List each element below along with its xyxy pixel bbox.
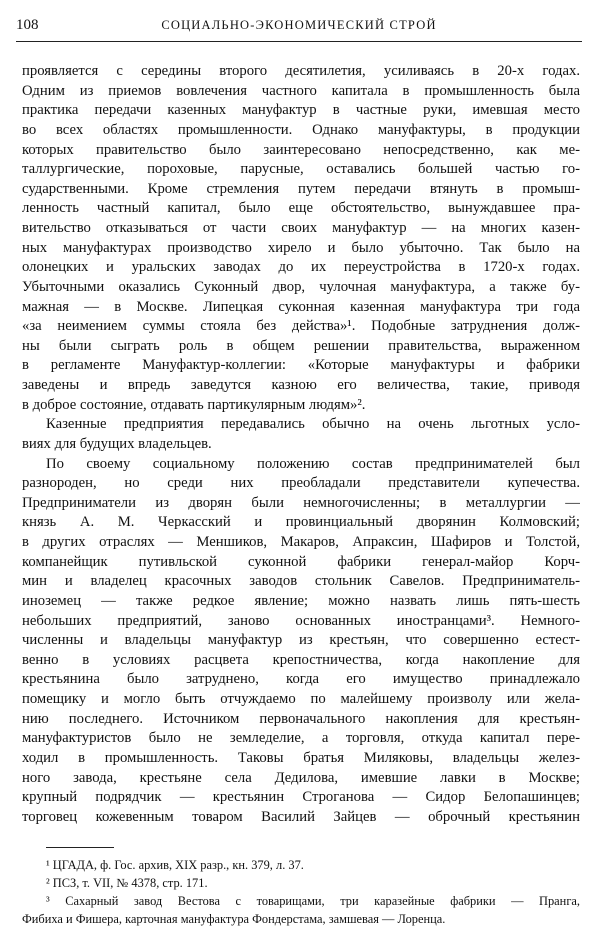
footnote-1: ¹ ЦГАДА, ф. Гос. архив, XIX разр., кн. 379, л. 37.: [46, 858, 304, 872]
text-line: в регламенте Мануфактур-коллегии: «Которые мануфактуры и фабрики: [22, 357, 580, 374]
text-line: вительство отказываться от части своих мануфактур — на многих казен-: [22, 220, 580, 236]
text-line: численны и владельцы мануфактур из крестьян, что совершенно естест-: [22, 632, 580, 649]
text-line: «за неимением суммы стояла без действа»¹. Подобные затруднения долж-: [22, 318, 580, 335]
text-line: торговец кожевенным товаром Василий Зайцев — оброчный крестьянин: [22, 808, 580, 825]
text-line: венно в условиях расцвета крепостничества, когда накопление для: [22, 651, 580, 668]
text-line: Казенные предприятия передавались обычно на очень льготных усло-: [46, 416, 580, 433]
running-title: СОЦИАЛЬНО-ЭКОНОМИЧЕСКИЙ СТРОЙ: [161, 18, 437, 32]
text-line: небольших предприятий, заново основанных иностранцами³. Немного-: [22, 612, 580, 629]
text-line: во всех областях промышленности. Однако мануфактуры, в продукции: [22, 121, 580, 138]
footnotes: [22, 847, 580, 928]
body-text: [22, 62, 580, 827]
text-line: По своему социальному положению состав предпринимателей был: [46, 455, 580, 472]
footnote-rule: [46, 847, 114, 848]
text-line: в доброе состояние, отдавать партикулярным людям»².: [22, 396, 366, 413]
text-line: мажная — в Москве. Липецкая суконная казенная мануфактура три года: [22, 298, 580, 315]
text-line: иноземец — также редкое явление; можно назвать лишь пять-шесть: [22, 592, 580, 609]
text-line: ны были сыграть роль в общем решении правительства, выраженном: [22, 337, 580, 354]
text-line: заведены и впредь заведутся казною его величества, такие, приводя: [22, 377, 580, 393]
text-line: Одним из приемов вовлечения частного капитала в промышленность была: [22, 82, 580, 99]
text-line: сударственными. Кроме стремления путем передачи втянуть в промыш-: [22, 180, 580, 197]
text-line: ходил в промышленность. Таковы братья Миляковы, владельцы желез-: [22, 749, 580, 766]
text-line: князь А. М. Черкасский и провинциальный дворянин Колмовский;: [22, 514, 580, 531]
text-line: проявляется с середины второго десятилетия, усиливаясь в 20-х годах.: [22, 63, 580, 79]
text-line: которых правительство было заинтересовано непосредственно, как ме-: [22, 141, 580, 158]
text-line: компанейщик путивльской суконной фабрики генерал-майор Корч-: [22, 553, 580, 570]
text-line: Убыточными оказались Суконный двор, чулочная мануфактура, а также бу-: [22, 278, 580, 295]
page-header: [16, 13, 582, 42]
page-number: 108: [16, 17, 39, 33]
footnote-3-continuation: Фибиха и Фишера, карточная мануфактура Фондерстама, замшевая — Лоренца.: [22, 912, 446, 926]
text-line: ленность частный капитал, было еще обстоятельство, вынуждавшее пра-: [22, 200, 580, 217]
text-line: Предприниматели из дворян были немногочисленны; в металлургии —: [22, 494, 580, 511]
text-line: крестьянина было затруднено, когда его имущество принадлежало: [22, 671, 580, 688]
text-line: виях для будущих владельцев.: [22, 435, 212, 452]
text-line: мин и владелец красочных заводов стольник Савелов. Предприниматель-: [22, 573, 580, 590]
text-line: ного завода, крестьяне села Дедилова, имевшие лавки в Москве;: [22, 769, 580, 786]
text-line: помещику и могло быть отчуждаемо по малейшему произволу или жела-: [22, 691, 580, 707]
footnote-3: ³ Сахарный завод Вестова с товарищами, три каразейные фабрики — Пранга,: [46, 894, 580, 908]
text-line: практика передачи казенных мануфактур в частные руки, имевшая место: [22, 102, 580, 119]
text-line: мануфактуристов было не земледелие, а торговля, откуда капитал пере-: [22, 730, 580, 747]
text-line: олонецких и уральских заводах до их переустройства в 1720-х годах.: [22, 259, 580, 276]
text-line: крупный подрядчик — крестьянин Строганова — Сидор Белопашинцев;: [22, 789, 580, 806]
text-line: разнороден, но среди них преобладали представители купечества.: [22, 475, 580, 492]
text-line: нию последнего. Источником первоначального накопления для крестьян-: [22, 710, 580, 727]
footnote-2: ² ПСЗ, т. VII, № 4378, стр. 171.: [46, 876, 208, 890]
text-line: ных мануфактурах производство хирело и было убыточно. Так было на: [22, 239, 580, 256]
text-line: в других отраслях — Меншиков, Макаров, Апраксин, Шафиров и Толстой,: [22, 534, 580, 550]
text-line: таллургические, пороховые, парусные, оставались большей частью го-: [22, 161, 580, 178]
